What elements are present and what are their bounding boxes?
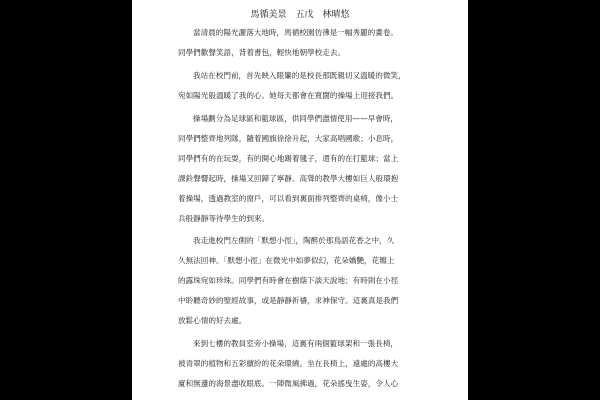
- paragraph-seventh-floor: [178, 334, 438, 394]
- text-line: 放鬆心情的好去處。: [178, 316, 247, 325]
- paragraph-playground: [178, 109, 438, 229]
- text-line: 宛如陽光般溫暖了我的心。她每天都會在寬闊的操場上迎接我們。: [178, 91, 399, 100]
- paragraph-principal: [178, 66, 438, 106]
- paragraph-meditation-path: [178, 231, 438, 331]
- text-line: 課鈴聲響起時，操場又回歸了寧靜。高聳的教學大樓如巨人般環抱: [178, 174, 399, 183]
- text-line: 操場劃分為足球區和籃球區，供同學們盡情使用——早會時，: [193, 114, 399, 123]
- text-line: 中聆聽奇妙的聖經故事，或是靜靜祈禱，求神保守。這裏真是我們: [178, 296, 399, 305]
- text-line: 兵般靜靜等待學生的到來。: [178, 214, 270, 223]
- text-line: 被青翠的植物和五彩繽紛的花朵環繞。坐在長椅上，遠處的高樓大: [178, 359, 399, 368]
- text-line: 我站在校門前，首先映入眼簾的是校長那既親切又溫暖的微笑，: [193, 71, 406, 80]
- document-page: [132, 0, 468, 400]
- text-line: 來到七樓的教員室旁小操場，這裏有兩個籃球架和一張長椅，: [193, 339, 399, 348]
- text-line: 廈和無邊的海景盡收眼底。一陣微風拂過，花朵搖曳生姿，令人心: [178, 379, 399, 388]
- text-line: 同學們整齊地列隊，隨着國旗徐徐升起，大家高唱國歌；小息時，: [178, 134, 399, 143]
- text-line: 着操場，透過教室的窗戶，可以看到裏面排列整齊的桌椅，像小士: [178, 194, 399, 203]
- text-line: 同學們歡聲笑語，背着書包，輕快地朝學校走去。: [178, 48, 346, 57]
- paragraph-morning: [178, 23, 438, 63]
- text-line: 久無法回神。「默想小徑」在微光中如夢似幻，花朵嬌艷，花瓣上: [178, 256, 395, 265]
- text-line: 同學們有的在玩耍，有的開心地踢着毽子，還有的在打籃球；當上: [178, 154, 399, 163]
- text-line: 我走進校門左側的「默想小徑」，陶醉於那鳥語花香之中，久: [193, 236, 395, 245]
- text-line: 當清晨的陽光灑落大地時，馬循校園彷彿是一幅秀麗的畫卷。: [193, 28, 399, 37]
- text-line: 的露珠宛如珍珠。同學們有時會在樹蔭下談天說地；有時則在小徑: [178, 276, 399, 285]
- document-title: 馬循美景 五戊 林晴悠: [250, 10, 350, 20]
